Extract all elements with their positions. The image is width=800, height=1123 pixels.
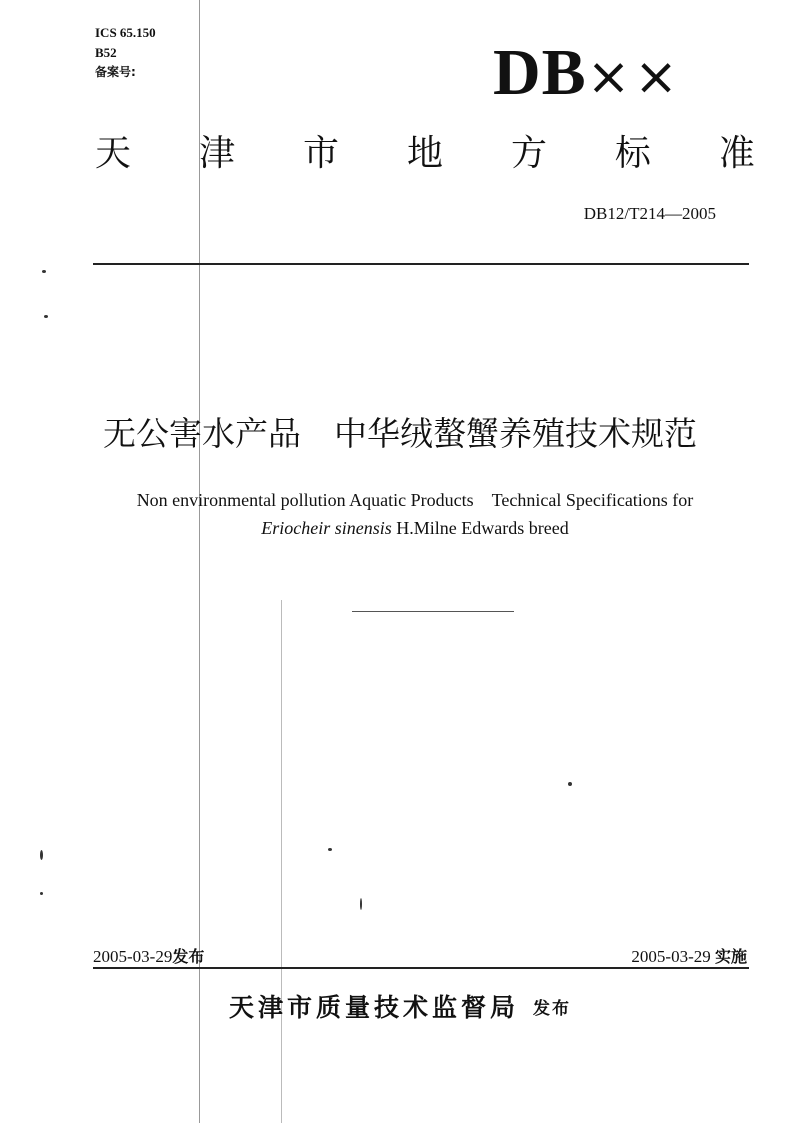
- english-title-line1: Non environmental pollution Aquatic Products Technical Specifications for: [136, 490, 694, 510]
- document-title-chinese: 无公害水产品 中华绒螯蟹养殖技术规范: [103, 414, 697, 453]
- standard-type-char: 方: [510, 133, 547, 174]
- english-title-line2: [0, 514, 800, 542]
- issue-date: [93, 944, 204, 967]
- document-title-english: [0, 486, 800, 542]
- standard-type-char: 津: [198, 133, 235, 174]
- speck: [44, 315, 48, 318]
- standard-type-char: 标: [614, 133, 651, 174]
- standard-number: DB12/T214—2005: [583, 204, 716, 223]
- scan-line-right: [281, 600, 282, 1123]
- speck: [360, 898, 362, 910]
- db-logo: [493, 38, 682, 112]
- standard-type-title: [95, 132, 755, 176]
- standard-type-char: 准: [718, 133, 755, 174]
- issue-date-value: 2005-03-29: [93, 947, 173, 966]
- logo-main: DB: [493, 36, 587, 109]
- speck: [568, 782, 572, 786]
- effective-date-value: 2005-03-29: [631, 947, 711, 966]
- footer-divider: [93, 967, 749, 969]
- ics-code: ICS 65.150: [95, 25, 156, 40]
- scan-stroke: [352, 611, 514, 612]
- standard-type-char: 天: [95, 133, 132, 174]
- publisher-suffix: 发布: [533, 999, 571, 1019]
- standard-type-char: 市: [302, 133, 339, 174]
- filing-number-label: 备案号:: [95, 65, 136, 79]
- species-name: Eriocheir sinensis: [261, 518, 392, 538]
- standard-type-char: 地: [406, 133, 443, 174]
- issue-date-label: 发布: [172, 947, 205, 966]
- speck: [40, 850, 43, 860]
- species-authority: H.Milne Edwards breed: [391, 518, 569, 538]
- effective-date-label: 实施: [714, 947, 747, 966]
- classification-code: B52: [95, 45, 117, 60]
- speck: [40, 892, 43, 895]
- publisher: [0, 988, 800, 1024]
- speck: [328, 848, 332, 851]
- header-divider: [93, 263, 749, 265]
- effective-date: [631, 944, 747, 967]
- speck: [42, 270, 46, 273]
- logo-suffix: ××: [586, 47, 682, 107]
- publisher-name: 天津市质量技术监督局: [228, 993, 519, 1022]
